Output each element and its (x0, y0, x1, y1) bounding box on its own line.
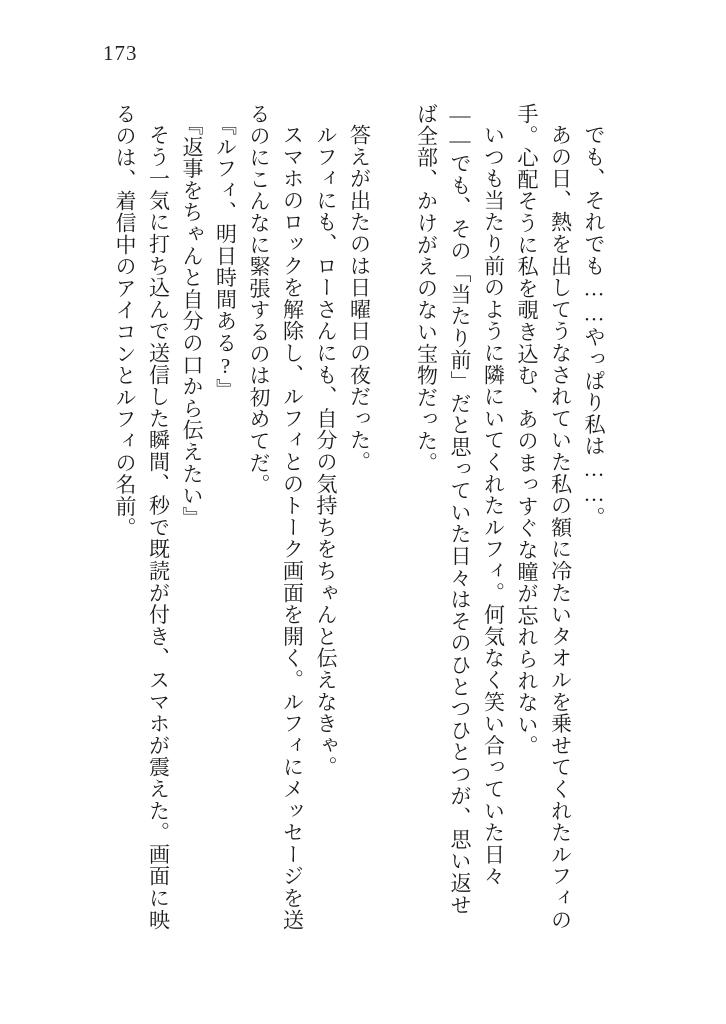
paragraph-4: 答えが出たのは日曜日の夜だった。 (347, 124, 372, 473)
paragraph-8-dialogue: 『返事をちゃんと自分の口から伝えたい』 (180, 113, 204, 528)
page-text (108, 103, 611, 933)
page-number: 173 (103, 41, 138, 65)
paragraph-1: でも、それでも……やっぱり私は……。 (582, 124, 606, 529)
blank-line (376, 103, 410, 933)
paragraph-5: ルフィにも、ローさんにも、自分の気持ちをちゃんと伝えなきゃ。 (314, 124, 338, 778)
paragraph-3: いつも当たり前のように隣にいてくれたルフィ。何気なく笑い合っていた日々――でも、その「当たり前」だと思っていた日々はそのひとつひとつが、思い返せば全部、かけがえのない宝物だった。 (414, 103, 506, 916)
paragraph-7-dialogue: 『ルフィ、明日時間ある?』 (213, 113, 238, 400)
paragraph-9: そう一気に打ち込んで送信した瞬間、秒で既読が付き、スマホが震えた。画面に映るのは、着信中のアイコンとルフィの名前。 (113, 103, 171, 931)
paragraph-6: スマホのロックを解除し、ルフィとのトーク画面を開く。ルフィにメッセージを送るのにこんなに緊張するのは初めてだ。 (247, 103, 305, 931)
paragraph-2: あの日、熱を出してうなされていた私の額に冷たいタオルを乗せてくれたルフィの手。心配そうに私を覗き込む、あのまっすぐな瞳が忘れられない。 (515, 103, 573, 931)
